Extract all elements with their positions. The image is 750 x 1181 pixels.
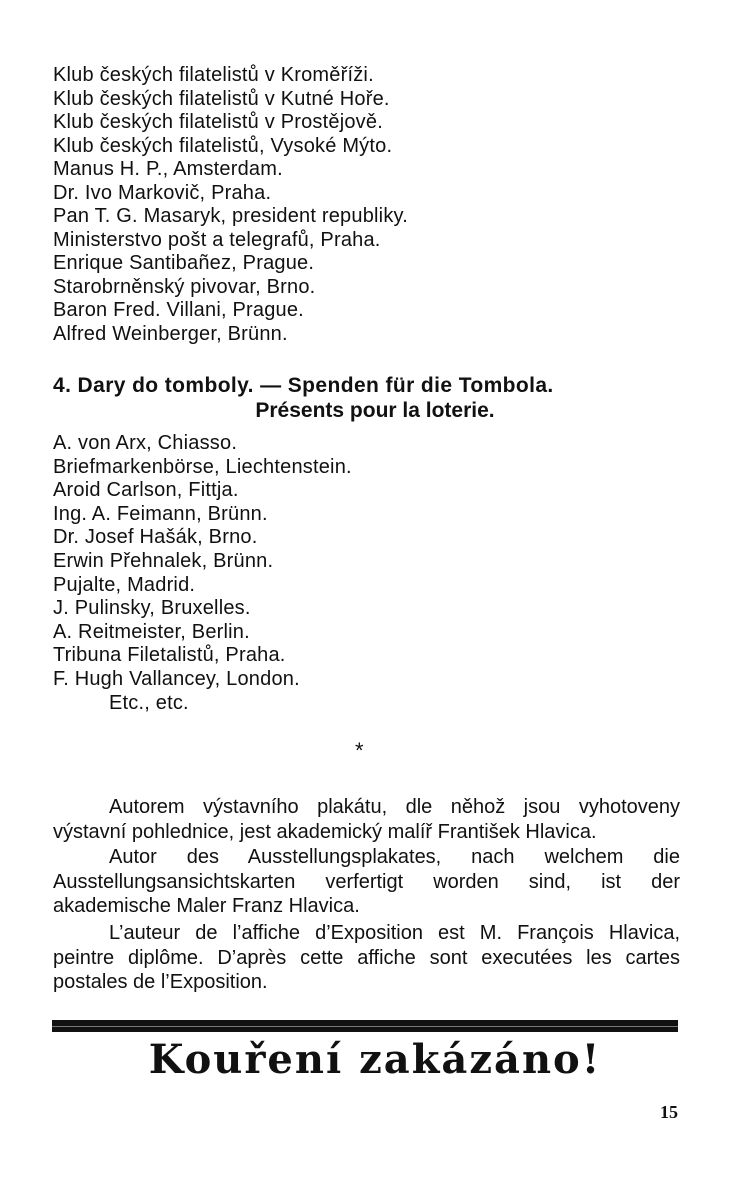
section-separator: * [355,738,364,763]
list-item: Ministerstvo pošt a telegrafů, Praha. [53,228,381,251]
list-item: Dr. Ivo Markovič, Praha. [53,181,272,204]
list-item: Aroid Carlson, Fittja. [53,479,239,502]
list-item: Alfred Weinberger, Brünn. [53,322,288,345]
section-heading-line-1: 4. Dary do tomboly. — Spenden für die Tombola. [53,374,554,397]
list-item: Baron Fred. Villani, Prague. [53,299,304,321]
list-item: Briefmarkenbörse, Liechtenstein. [53,455,352,478]
section-heading [53,373,683,423]
list-item: Klub českých filatelistů v Kroměříži. [53,64,374,86]
paragraph-german [53,845,680,919]
list-item: Pan T. G. Masaryk, president republiky. [53,205,408,227]
decorative-rule-highlight [52,1026,678,1027]
list-item: Klub českých filatelistů v Kutné Hoře. [53,87,390,110]
list-item: Enrique Santibañez, Prague. [53,252,315,274]
tombola-donor-list [53,432,352,715]
list-item: F. Hugh Vallancey, London. [53,667,300,690]
list-item: Dr. Josef Hašák, Brno. [53,526,258,549]
paragraph-french [53,921,680,995]
list-item: J. Pulinsky, Bruxelles. [53,597,251,620]
paragraph-french-text: L’auteur de l’affiche d’Exposition est M. François Hlavica, peintre diplôme. D’après cette affiche sont executées les cartes postales de l’Exposition. [53,922,680,993]
section-heading-line-2: Présents pour la loterie. [255,399,495,422]
list-item: A. von Arx, Chiasso. [53,432,238,454]
donor-list [53,64,408,346]
paragraph-czech [53,795,680,844]
list-item: Ing. A. Feimann, Brünn. [53,502,268,525]
list-item: Klub českých filatelistů v Prostějově. [53,111,383,133]
paragraph-czech-text: Autorem výstavního plakátu, dle něhož jsou vyhotoveny výstavní pohlednice, jest akademický malíř František Hlavica. [53,796,680,843]
list-item: Tribuna Filetalistů, Praha. [53,644,286,667]
no-smoking-notice: Kouření zakázáno! [148,1036,602,1083]
page-number: 15 [660,1102,678,1122]
list-item: Erwin Přehnalek, Brünn. [53,549,274,572]
list-item: Pujalte, Madrid. [53,573,196,596]
list-item: A. Reitmeister, Berlin. [53,620,250,643]
list-item: Starobrněnský pivovar, Brno. [53,275,316,298]
etc-line: Etc., etc. [109,691,189,714]
paragraph-german-text: Autor des Ausstellungsplakates, nach welchem die Ausstellungsansichtskarten verfertigt worden sind, ist der akademische Maler Franz Hlavica. [53,846,680,917]
list-item: Klub českých filatelistů, Vysoké Mýto. [53,134,393,157]
list-item: Manus H. P., Amsterdam. [53,158,283,180]
